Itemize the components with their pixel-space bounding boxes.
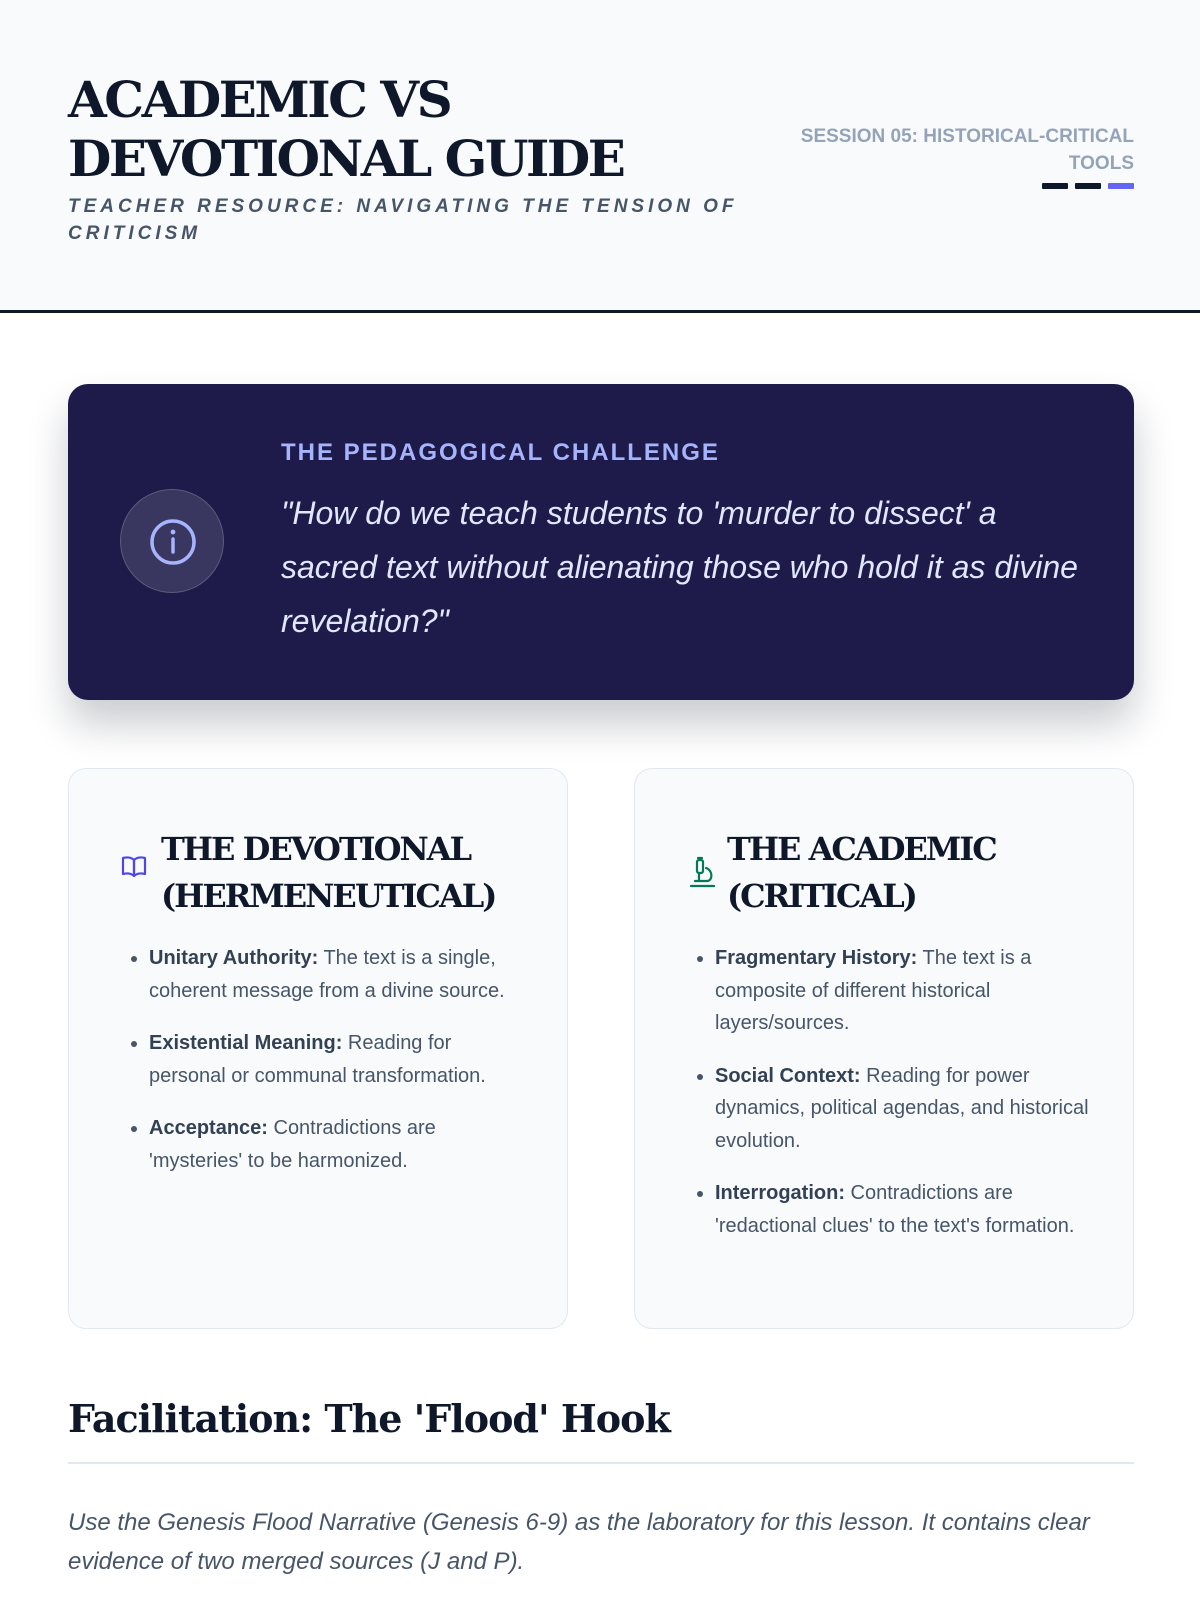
open-book-icon [121, 855, 147, 882]
list-item: • Acceptance: Contradictions are 'mysteries' to be harmonized. [149, 1112, 524, 1177]
academic-list [715, 942, 1090, 1262]
list-item: • Social Context: Reading for power dynamics, political agendas, and historical evolution. [715, 1060, 1090, 1158]
microscope-icon [687, 855, 719, 894]
facilitation-title: Facilitation: The 'Flood' Hook [68, 1396, 670, 1441]
facilitation-body: Use the Genesis Flood Narrative (Genesis 6-9) as the laboratory for this lesson. It contains clear evidence of two merged sources (J and P). [68, 1509, 1090, 1575]
devotional-card [68, 768, 568, 1329]
academic-card-title: THE ACADEMIC (CRITICAL) [727, 830, 996, 915]
list-item: • Existential Meaning: Reading for personal or communal transformation. [149, 1027, 524, 1092]
page-subtitle: TEACHER RESOURCE: NAVIGATING THE TENSION OF CRITICISM [68, 196, 738, 244]
devotional-card-title: THE DEVOTIONAL (HERMENEUTICAL) [161, 830, 496, 915]
challenge-label: THE PEDAGOGICAL CHALLENGE [281, 439, 720, 466]
progress-dot [1075, 183, 1101, 189]
page-header [0, 0, 1200, 313]
challenge-quote: "How do we teach students to 'murder to dissect' a sacred text without alienating those who hold it as divine revelation?" [281, 495, 1078, 639]
page-title: ACADEMIC VS DEVOTIONAL GUIDE [68, 70, 624, 188]
progress-dot-active [1108, 183, 1134, 189]
section-divider [68, 1462, 1134, 1464]
progress-dot [1042, 183, 1068, 189]
devotional-list [149, 942, 524, 1197]
info-icon [120, 489, 224, 593]
list-item: • Interrogation: Contradictions are 'redactional clues' to the text's formation. [715, 1177, 1090, 1242]
challenge-callout [68, 384, 1134, 700]
progress-indicator [1042, 183, 1134, 189]
list-item: • Unitary Authority: The text is a single, coherent message from a divine source. [149, 942, 524, 1007]
list-item: • Fragmentary History: The text is a composite of different historical layers/sources. [715, 942, 1090, 1040]
session-label: SESSION 05: HISTORICAL-CRITICAL TOOLS [800, 126, 1134, 174]
academic-card [634, 768, 1134, 1329]
